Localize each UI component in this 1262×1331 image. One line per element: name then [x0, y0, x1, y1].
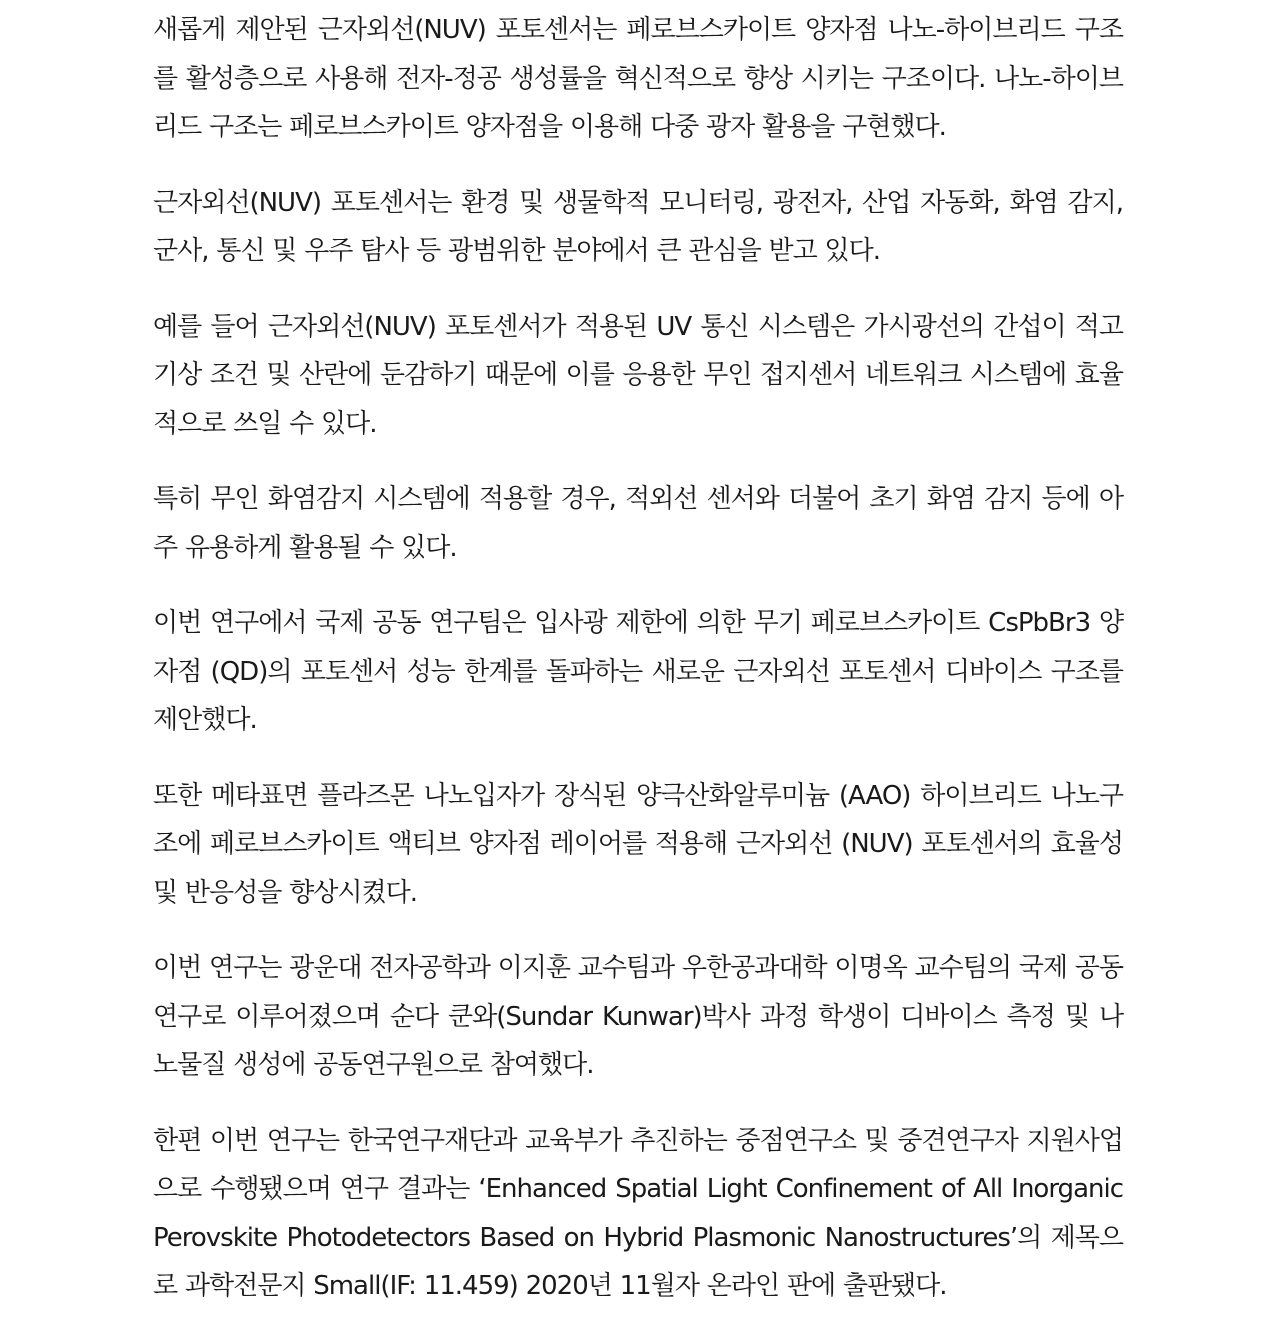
paragraph-5: 이번 연구에서 국제 공동 연구팀은 입사광 제한에 의한 무기 페로브스카이트 CsPbBr3 양자점 (QD)의 포토센서 성능 한계를 돌파하는 새로운 근자외선 포토센서 디바이스 구조를 제안했다. — [153, 608, 1123, 735]
paragraph-8: 한편 이번 연구는 한국연구재단과 교육부가 추진하는 중점연구소 및 중견연구자 지원사업으로 수행됐으며 연구 결과는 ‘Enhanced Spatial Light Confinement of All Inorganic Perovskite Photodetectors Based on Hybrid Plasmonic Nanostructures’의 제목으로 과학전문지 Small(IF: 11.459) 2020년 11월자 온라인 판에 출판됐다. — [153, 1125, 1123, 1301]
paragraph-7: 이번 연구는 광운대 전자공학과 이지훈 교수팀과 우한공과대학 이명옥 교수팀의 국제 공동연구로 이루어졌으며 순다 쿤와(Sundar Kunwar)박사 과정 학생이 디바이스 측정 및 나노물질 생성에 공동연구원으로 참여했다. — [153, 953, 1123, 1080]
paragraph-6: 또한 메타표면 플라즈몬 나노입자가 장식된 양극산화알루미늄 (AAO) 하이브리드 나노구조에 페로브스카이트 액티브 양자점 레이어를 적용해 근자외선 (NUV) 포토센서의 효율성 및 반응성을 향상시켰다. — [153, 780, 1123, 908]
paragraph-2: 근자외선(NUV) 포토센서는 환경 및 생물학적 모니터링, 광전자, 산업 자동화, 화염 감지, 군사, 통신 및 우주 탐사 등 광범위한 분야에서 큰 관심을 받고 있다. — [153, 187, 1123, 266]
paragraph-3: 예를 들어 근자외선(NUV) 포토센서가 적용된 UV 통신 시스템은 가시광선의 간섭이 적고 기상 조건 및 산란에 둔감하기 때문에 이를 응용한 무인 접지센서 네트워크 시스템에 효율적으로 쓰일 수 있다. — [153, 311, 1123, 439]
paragraph-4: 특히 무인 화염감지 시스템에 적용할 경우, 적외선 센서와 더불어 초기 화염 감지 등에 아주 유용하게 활용될 수 있다. — [153, 484, 1123, 563]
article-body — [153, 6, 1123, 1311]
paragraph-1: 새롭게 제안된 근자외선(NUV) 포토센서는 페로브스카이트 양자점 나노-하이브리드 구조를 활성층으로 사용해 전자-정공 생성률을 혁신적으로 향상 시키는 구조이다. 나노-하이브리드 구조는 페로브스카이트 양자점을 이용해 다중 광자 활용을 구현했다. — [153, 15, 1123, 142]
